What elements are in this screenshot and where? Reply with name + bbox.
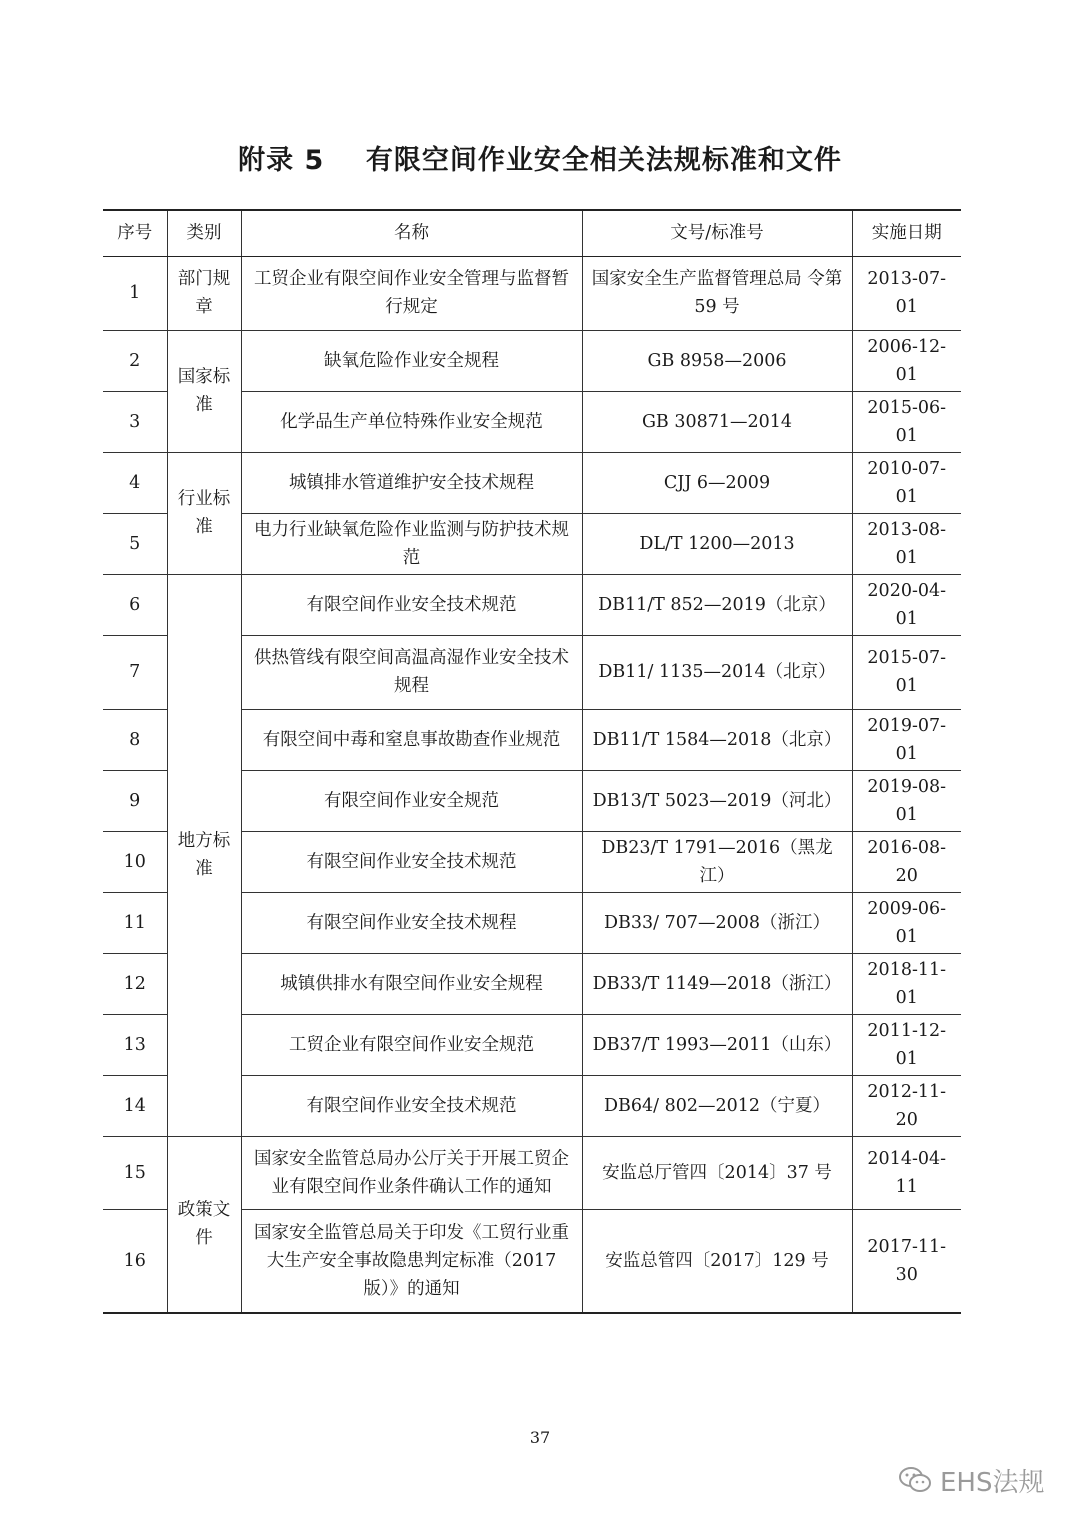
effective-date: 2012-11-20 xyxy=(852,1075,961,1136)
regulation-name: 有限空间作业安全技术规范 xyxy=(241,574,582,635)
row-number: 1 xyxy=(103,256,167,330)
document-code: DB23/T 1791—2016（黑龙江） xyxy=(582,831,852,892)
row-number: 5 xyxy=(103,513,167,574)
table-row xyxy=(103,574,961,635)
row-number: 13 xyxy=(103,1014,167,1075)
row-number: 9 xyxy=(103,770,167,831)
regulation-name: 化学品生产单位特殊作业安全规范 xyxy=(241,391,582,452)
table-row xyxy=(103,1136,961,1209)
effective-date: 2006-12-01 xyxy=(852,330,961,391)
document-code: DB37/T 1993—2011（山东） xyxy=(582,1014,852,1075)
row-number: 14 xyxy=(103,1075,167,1136)
regulation-name: 缺氧危险作业安全规程 xyxy=(241,330,582,391)
document-code: DB11/T 1584—2018（北京） xyxy=(582,709,852,770)
document-title: 附录 5 有限空间作业安全相关法规标准和文件 xyxy=(238,145,842,176)
row-number: 16 xyxy=(103,1209,167,1313)
regulation-name: 供热管线有限空间高温高湿作业安全技术规程 xyxy=(241,635,582,709)
category-cell: 行业标准 xyxy=(167,452,241,574)
effective-date: 2014-04-11 xyxy=(852,1136,961,1209)
row-number: 12 xyxy=(103,953,167,1014)
table-row xyxy=(103,330,961,391)
document-code: DB11/T 852—2019（北京） xyxy=(582,574,852,635)
document-code: DB11/ 1135—2014（北京） xyxy=(582,635,852,709)
row-number: 15 xyxy=(103,1136,167,1209)
regulation-name: 国家安全监管总局关于印发《工贸行业重大生产安全事故隐患判定标准（2017 版）》的通知 xyxy=(241,1209,582,1313)
watermark-text: EHS法规 xyxy=(940,1467,1045,1498)
document-code: CJJ 6—2009 xyxy=(582,452,852,513)
effective-date: 2010-07-01 xyxy=(852,452,961,513)
document-code: GB 30871—2014 xyxy=(582,391,852,452)
row-number: 7 xyxy=(103,635,167,709)
document-code: 安监总厅管四〔2014〕37 号 xyxy=(582,1136,852,1209)
row-number: 10 xyxy=(103,831,167,892)
header-number: 序号 xyxy=(103,210,167,256)
row-number: 6 xyxy=(103,574,167,635)
regulation-name: 城镇排水管道维护安全技术规程 xyxy=(241,452,582,513)
regulation-name: 电力行业缺氧危险作业监测与防护技术规范 xyxy=(241,513,582,574)
regulation-name: 有限空间作业安全技术规范 xyxy=(241,831,582,892)
document-code: DB13/T 5023—2019（河北） xyxy=(582,770,852,831)
row-number: 2 xyxy=(103,330,167,391)
regulation-name: 工贸企业有限空间作业安全规范 xyxy=(241,1014,582,1075)
effective-date: 2019-08-01 xyxy=(852,770,961,831)
category-cell: 国家标准 xyxy=(167,330,241,452)
row-number: 11 xyxy=(103,892,167,953)
category-cell: 部门规章 xyxy=(167,256,241,330)
effective-date: 2011-12-01 xyxy=(852,1014,961,1075)
document-code: GB 8958—2006 xyxy=(582,330,852,391)
effective-date: 2013-08-01 xyxy=(852,513,961,574)
regulation-name: 有限空间作业安全技术规程 xyxy=(241,892,582,953)
effective-date: 2016-08-20 xyxy=(852,831,961,892)
header-category: 类别 xyxy=(167,210,241,256)
category-cell: 地方标准 xyxy=(167,574,241,1136)
regulation-name: 有限空间中毒和窒息事故勘查作业规范 xyxy=(241,709,582,770)
table-header-row xyxy=(103,210,961,256)
regulation-name: 有限空间作业安全规范 xyxy=(241,770,582,831)
document-code: 国家安全生产监督管理总局 令第 59 号 xyxy=(582,256,852,330)
effective-date: 2009-06-01 xyxy=(852,892,961,953)
document-code: DB33/T 1149—2018（浙江） xyxy=(582,953,852,1014)
regulation-name: 有限空间作业安全技术规范 xyxy=(241,1075,582,1136)
effective-date: 2013-07-01 xyxy=(852,256,961,330)
effective-date: 2018-11-01 xyxy=(852,953,961,1014)
effective-date: 2017-11-30 xyxy=(852,1209,961,1313)
regulation-name: 城镇供排水有限空间作业安全规程 xyxy=(241,953,582,1014)
document-code: 安监总管四〔2017〕129 号 xyxy=(582,1209,852,1313)
row-number: 3 xyxy=(103,391,167,452)
document-code: DB33/ 707—2008（浙江） xyxy=(582,892,852,953)
document-code: DB64/ 802—2012（宁夏） xyxy=(582,1075,852,1136)
effective-date: 2019-07-01 xyxy=(852,709,961,770)
effective-date: 2020-04-01 xyxy=(852,574,961,635)
header-date: 实施日期 xyxy=(852,210,961,256)
wechat-icon xyxy=(898,1465,932,1495)
regulation-name: 国家安全监管总局办公厅关于开展工贸企业有限空间作业条件确认工作的通知 xyxy=(241,1136,582,1209)
table-row xyxy=(103,256,961,330)
page-number: 37 xyxy=(529,1428,551,1447)
regulation-name: 工贸企业有限空间作业安全管理与监督暂行规定 xyxy=(241,256,582,330)
watermark xyxy=(898,1460,1044,1500)
effective-date: 2015-07-01 xyxy=(852,635,961,709)
category-cell: 政策文件 xyxy=(167,1136,241,1313)
regulations-table xyxy=(103,209,961,1314)
header-code: 文号/标准号 xyxy=(582,210,852,256)
row-number: 8 xyxy=(103,709,167,770)
header-name: 名称 xyxy=(241,210,582,256)
table-row xyxy=(103,452,961,513)
document-code: DL/T 1200—2013 xyxy=(582,513,852,574)
effective-date: 2015-06-01 xyxy=(852,391,961,452)
row-number: 4 xyxy=(103,452,167,513)
